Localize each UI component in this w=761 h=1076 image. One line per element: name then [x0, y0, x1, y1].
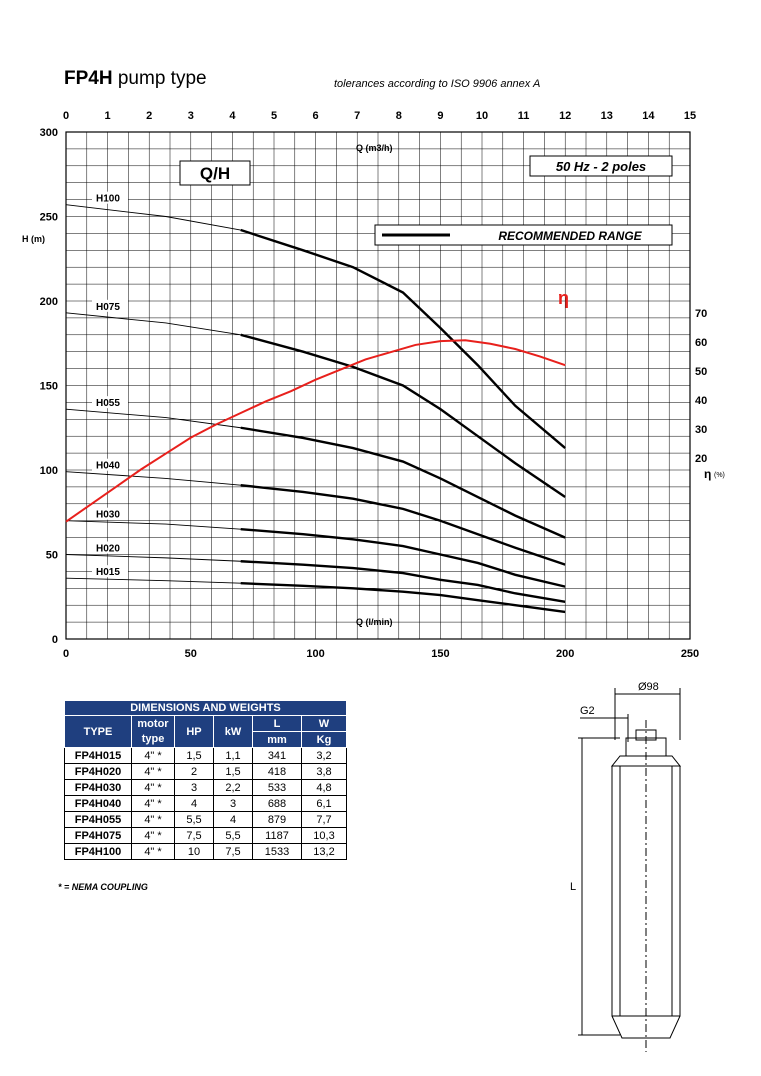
- top-tick-label: 2: [146, 110, 153, 122]
- recommended-h100: [241, 230, 565, 448]
- right-tick-label: 30: [695, 423, 708, 436]
- cell-type: FP4H040: [65, 796, 132, 812]
- y-right-symbol: η: [704, 467, 712, 481]
- cell-w: 10,3: [302, 828, 347, 844]
- right-tick-label: 40: [695, 394, 708, 407]
- col-hp: HP: [175, 716, 214, 748]
- table-row: [65, 812, 347, 828]
- bottom-tick-label: 100: [306, 648, 325, 660]
- cell-hp: 3: [175, 780, 214, 796]
- col-motor-type: type: [132, 732, 175, 748]
- cell-w: 4,8: [302, 780, 347, 796]
- cell-kw: 5,5: [214, 828, 253, 844]
- recommended-h020: [241, 561, 565, 602]
- cell-hp: 1,5: [175, 748, 214, 764]
- cell-l: 418: [253, 764, 302, 780]
- title-suffix: pump type: [112, 68, 207, 89]
- cell-type: FP4H020: [65, 764, 132, 780]
- cell-kw: 4: [214, 812, 253, 828]
- top-tick-label: 15: [683, 110, 697, 122]
- cell-type: FP4H075: [65, 828, 132, 844]
- cell-w: 13,2: [302, 844, 347, 860]
- left-tick-label: 200: [39, 296, 58, 308]
- cell-type: FP4H030: [65, 780, 132, 796]
- table-row: [65, 844, 347, 860]
- cell-w: 3,2: [302, 748, 347, 764]
- x-top-label: Q (m3/h): [356, 143, 393, 153]
- top-tick-label: 1: [104, 110, 111, 122]
- cell-kw: 1,1: [214, 748, 253, 764]
- cell-l: 533: [253, 780, 302, 796]
- y-left-label: H (m): [22, 234, 45, 244]
- cell-motor: 4" *: [132, 828, 175, 844]
- table-row: [65, 828, 347, 844]
- recommended-h055: [241, 428, 565, 538]
- cell-type: FP4H100: [65, 844, 132, 860]
- diameter-label: Ø98: [638, 681, 659, 693]
- col-motor: motor: [132, 716, 175, 732]
- cell-motor: 4" *: [132, 796, 175, 812]
- cell-type: FP4H055: [65, 812, 132, 828]
- cell-motor: 4" *: [132, 764, 175, 780]
- top-tick-label: 9: [437, 110, 444, 122]
- cell-hp: 7,5: [175, 828, 214, 844]
- col-l: L: [253, 716, 302, 732]
- cell-l: 879: [253, 812, 302, 828]
- series-label-h040: H040: [96, 460, 120, 472]
- table-note: * = NEMA COUPLING: [58, 882, 148, 892]
- cell-hp: 2: [175, 764, 214, 780]
- bottom-tick-label: 50: [184, 648, 197, 660]
- series-label-h020: H020: [96, 543, 120, 555]
- top-tick-label: 12: [559, 110, 572, 122]
- cell-motor: 4" *: [132, 812, 175, 828]
- col-kw: kW: [214, 716, 253, 748]
- recommended-h040: [241, 485, 565, 564]
- cell-kw: 2,2: [214, 780, 253, 796]
- cell-motor: 4" *: [132, 780, 175, 796]
- cell-motor: 4" *: [132, 748, 175, 764]
- col-type: TYPE: [65, 716, 132, 748]
- recommended-h015: [241, 583, 565, 612]
- series-label-h075: H075: [96, 301, 120, 313]
- series-label-h055: H055: [96, 398, 120, 410]
- dimensions-table: [64, 700, 347, 860]
- top-tick-label: 4: [229, 110, 236, 122]
- top-tick-label: 11: [517, 110, 530, 122]
- cell-kw: 3: [214, 796, 253, 812]
- top-tick-label: 3: [187, 110, 194, 122]
- cell-w: 3,8: [302, 764, 347, 780]
- top-tick-label: 10: [475, 110, 489, 122]
- cell-motor: 4" *: [132, 844, 175, 860]
- right-tick-label: 50: [695, 366, 708, 379]
- frequency-label: 50 Hz - 2 poles: [555, 159, 647, 174]
- left-tick-label: 150: [39, 380, 58, 393]
- cell-type: FP4H015: [65, 748, 132, 764]
- top-tick-label: 6: [312, 110, 319, 122]
- right-tick-label: 70: [695, 308, 708, 321]
- cell-kw: 1,5: [214, 764, 253, 780]
- col-l-unit: mm: [253, 732, 302, 748]
- right-tick-label: 20: [695, 452, 708, 465]
- left-tick-label: 0: [51, 634, 58, 646]
- chart-title: Q/H: [199, 164, 231, 183]
- recommended-h075: [241, 335, 565, 497]
- table-row: [65, 748, 347, 764]
- top-tick-label: 14: [642, 110, 655, 122]
- left-tick-label: 250: [39, 211, 58, 224]
- thread-label: G2: [580, 705, 595, 717]
- top-tick-label: 8: [395, 110, 402, 122]
- table-row: [65, 780, 347, 796]
- cell-l: 688: [253, 796, 302, 812]
- legend-label: RECOMMENDED RANGE: [498, 229, 642, 243]
- right-tick-label: 60: [695, 337, 708, 350]
- cell-w: 6,1: [302, 796, 347, 812]
- top-tick-label: 7: [354, 110, 361, 122]
- cell-hp: 5,5: [175, 812, 214, 828]
- pump-drawing: [560, 680, 700, 1060]
- cell-l: 341: [253, 748, 302, 764]
- col-w-unit: Kg: [302, 732, 347, 748]
- cell-hp: 4: [175, 796, 214, 812]
- cell-l: 1187: [253, 828, 302, 844]
- bottom-tick-label: 150: [431, 648, 450, 660]
- efficiency-symbol: η: [558, 288, 569, 308]
- bottom-tick-label: 0: [62, 648, 70, 660]
- cell-l: 1533: [253, 844, 302, 860]
- x-bottom-label: Q (l/min): [356, 617, 393, 627]
- tolerance-note: tolerances according to ISO 9906 annex A: [334, 78, 541, 90]
- series-label-h100: H100: [96, 193, 120, 205]
- bottom-tick-label: 250: [680, 648, 700, 660]
- series-label-h015: H015: [96, 567, 120, 579]
- top-tick-label: 0: [62, 110, 70, 122]
- model-name: FP4H: [64, 68, 113, 89]
- series-label-h030: H030: [96, 509, 120, 521]
- left-tick-label: 50: [45, 549, 58, 562]
- bottom-tick-label: 200: [556, 648, 575, 660]
- cell-hp: 10: [175, 844, 214, 860]
- y-right-unit: (%): [714, 472, 725, 479]
- top-tick-label: 13: [600, 110, 613, 122]
- table-row: [65, 764, 347, 780]
- table-caption: DIMENSIONS AND WEIGHTS: [65, 701, 347, 716]
- cell-kw: 7,5: [214, 844, 253, 860]
- table-row: [65, 796, 347, 812]
- left-tick-label: 100: [39, 465, 58, 477]
- top-tick-label: 5: [270, 110, 278, 122]
- cell-w: 7,7: [302, 812, 347, 828]
- left-tick-label: 300: [39, 127, 58, 139]
- col-w: W: [302, 716, 347, 732]
- length-label: L: [570, 881, 577, 893]
